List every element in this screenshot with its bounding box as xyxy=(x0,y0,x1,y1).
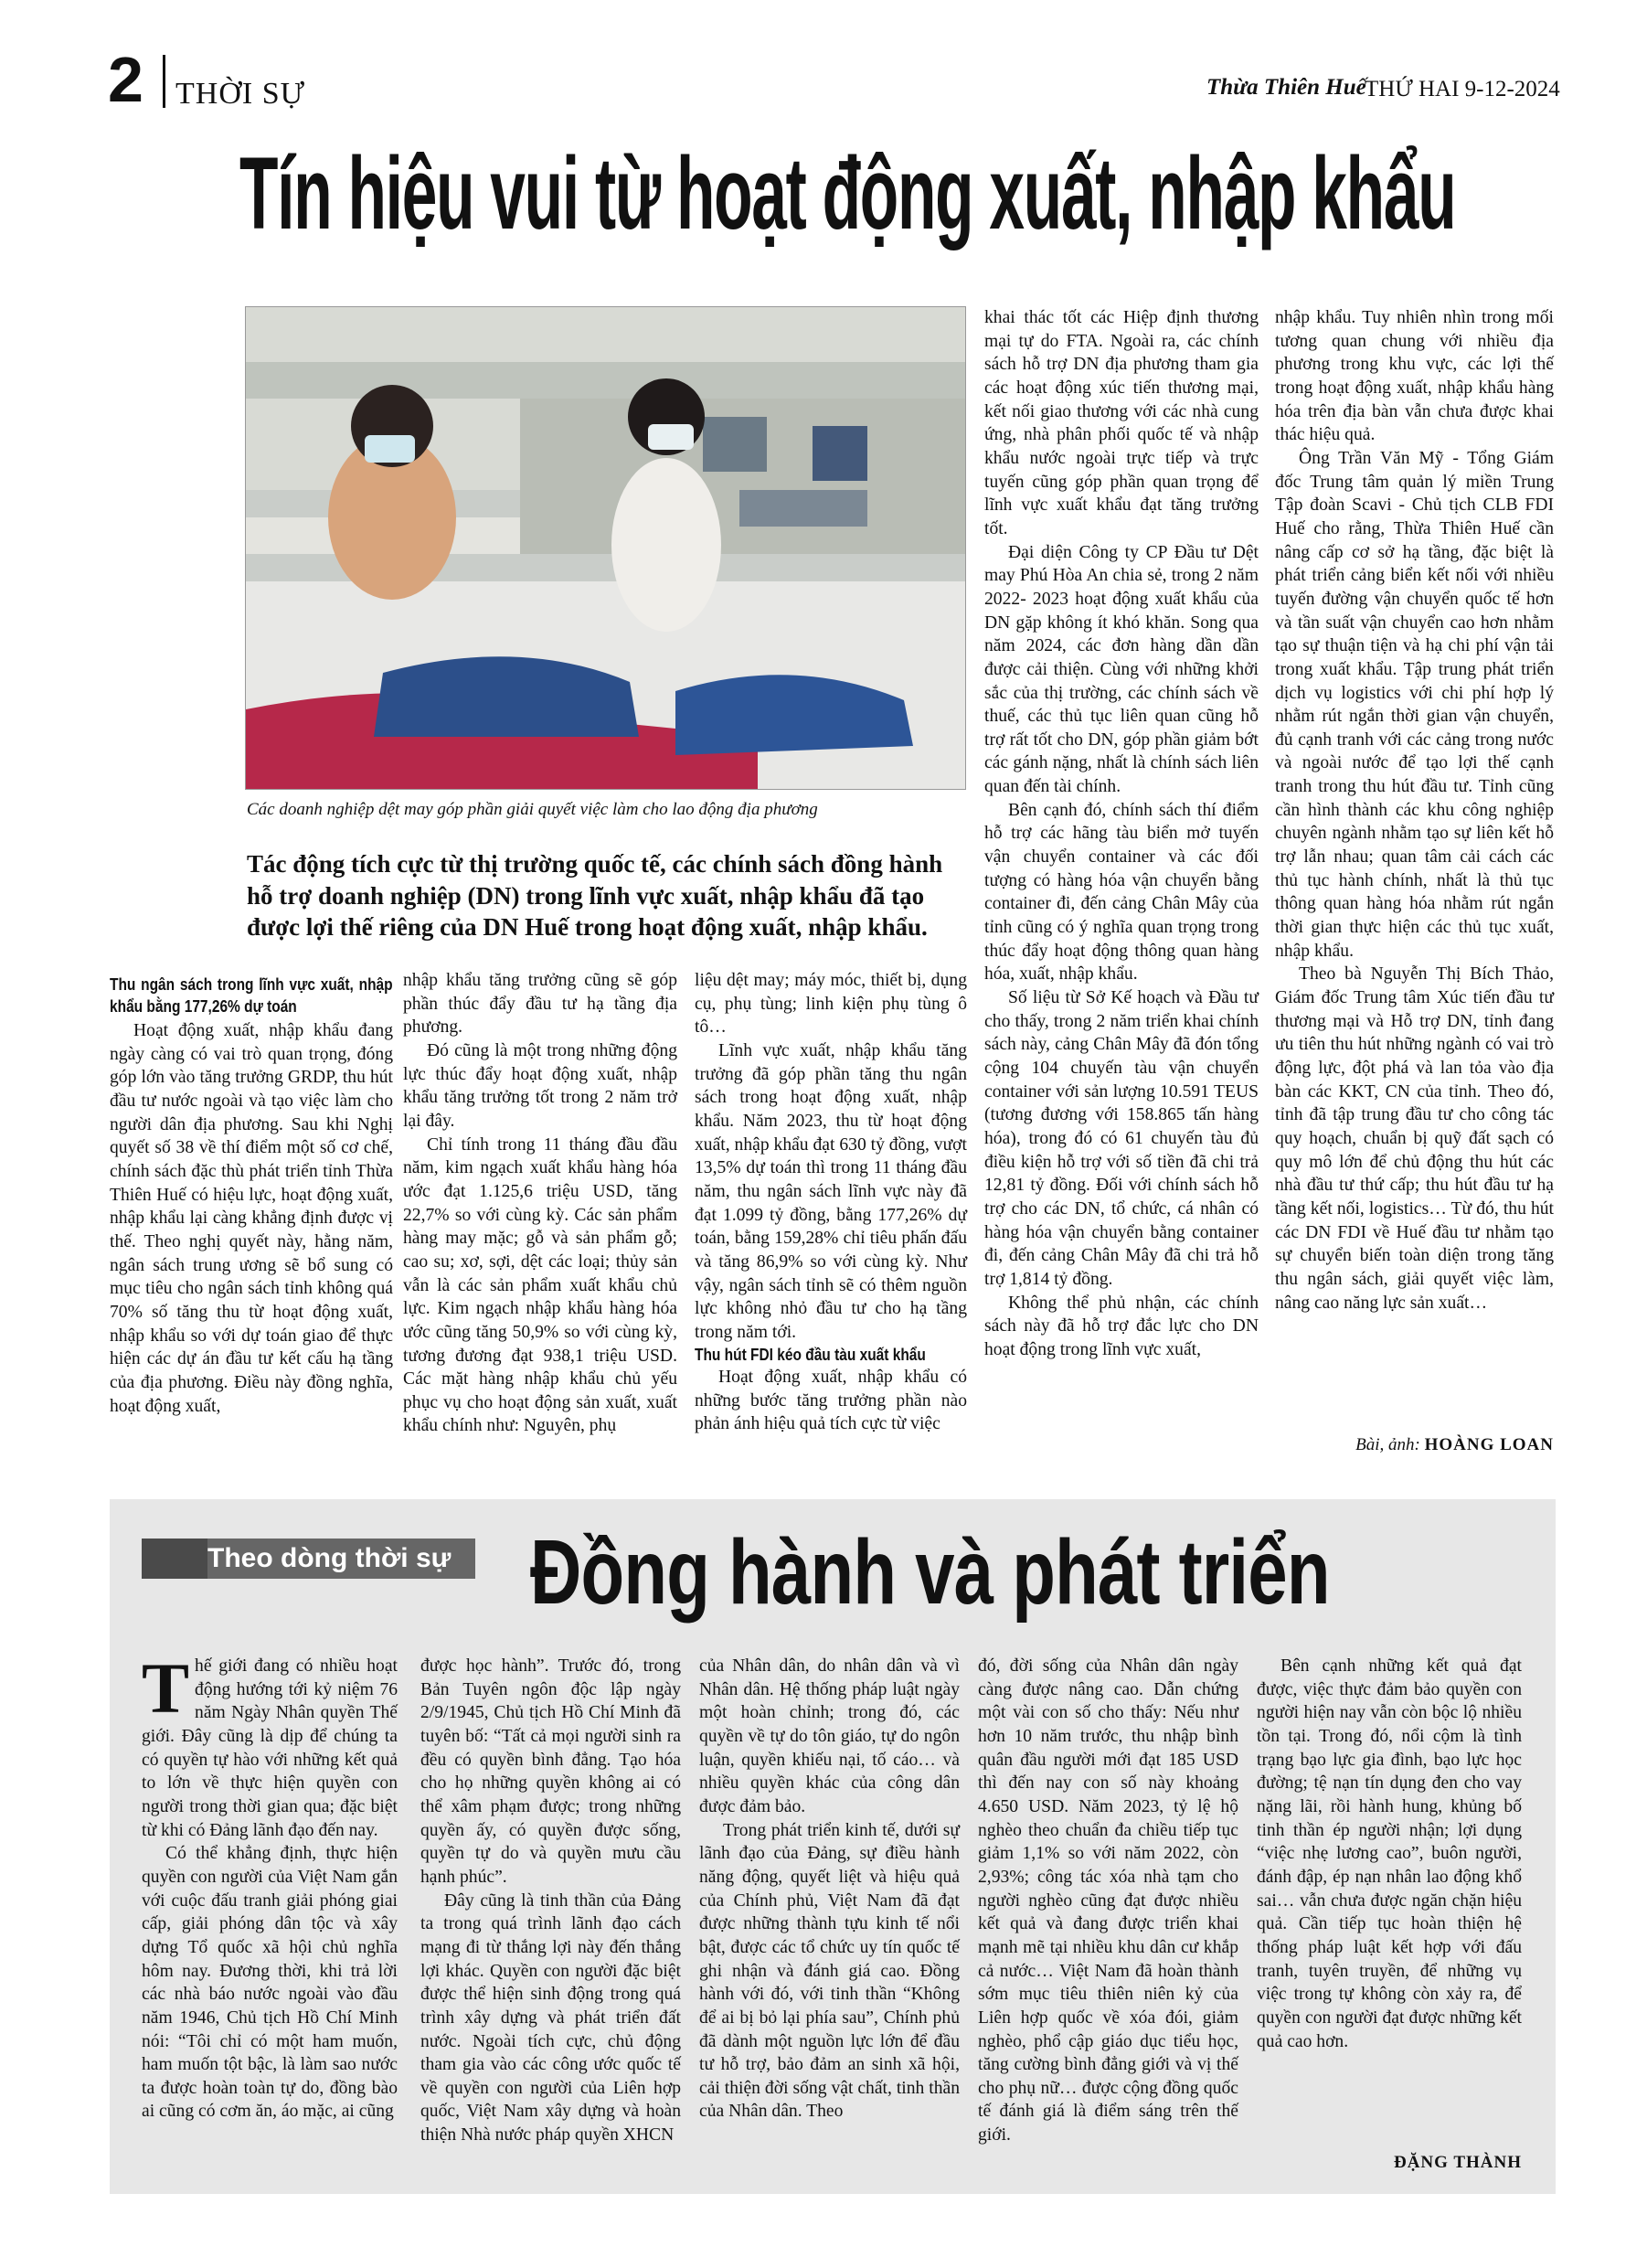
paragraph: Chỉ tính trong 11 tháng đầu đầu năm, kim ngạch xuất khẩu hàng hóa ước đạt 1.125,6 triệu USD, tăng 22,7% so với cùng kỳ. Các sản phẩm hàng may mặc; gỗ và sản phẩm gỗ; cao su; xơ, sợi, dệt các loại; thủy sản vẫn là các sản phẩm xuất khẩu chủ lực. Kim ngạch nhập khẩu hàng hóa ước cũng tăng 50,9% so với cùng kỳ, tương đương đạt 938,1 triệu USD. Các mặt hàng nhập khẩu chủ yếu phục vụ cho hoạt động sản xuất, xuất khẩu chính như: Nguyên, phụ xyxy=(403,1134,677,1436)
opinion-headline: Đồng hành và phát triển xyxy=(530,1521,1330,1624)
column-label-text: Theo dòng thời sự xyxy=(207,1543,452,1573)
newspaper-name: Thừa Thiên Huế xyxy=(1206,75,1366,100)
subheading: Thu hút FDI kéo đầu tàu xuất khẩu xyxy=(695,1345,926,1364)
paragraph: Đại diện Công ty CP Đầu tư Dệt may Phú Hòa An chia sẻ, trong 2 năm 2022- 2023 hoạt động xuất khẩu của DN gặp không ít khó khăn. Song qua năm 2024, các đơn hàng dần dần được cải thiện. Cùng với những khởi sắc của thị trường, các chính sách về thuế, các thủ tục liên quan cũng hỗ trợ rất tốt cho DN, góp phần giảm bớt các gánh nặng, nhất là chính sách liên quan đến tài chính. xyxy=(984,542,1259,797)
label-accent xyxy=(142,1539,207,1579)
article1-byline xyxy=(1353,1435,1554,1455)
page-number: 2 xyxy=(108,44,143,115)
paragraph: Đó cũng là một trong những động lực thúc đẩy hoạt động xuất, nhập khẩu tăng trưởng tốt trong 2 năm trở lại đây. xyxy=(403,1040,677,1131)
dropcap: T xyxy=(142,1648,190,1728)
article-headline: Tín hiệu vui từ hoạt động xuất, nhập khẩu xyxy=(239,136,1456,250)
paragraph: đó, đời sống của Nhân dân ngày càng được nâng cao. Dẫn chứng một vài con số cho thấy: Nếu như hơn 10 năm trước, thu nhập bình quân đầu người mới đạt 185 USD thì đến nay con số này khoảng 4.650 USD. Năm 2023, tỷ lệ hộ nghèo theo chuẩn đa chiều tiếp tục giảm 1,1% so với năm 2022, còn 2,93%; công tác xóa nhà tạm cho người nghèo cũng đạt được nhiều kết quả và đang được triển khai mạnh mẽ tại nhiều khu dân cư khắp cả nước… Việt Nam đã hoàn thành sớm mục tiêu thiên niên kỷ của Liên hợp quốc về xóa đói, giảm nghèo, phổ cập giáo dục tiểu học, tăng cường bình đẳng giới và vị thế cho phụ nữ… được cộng đồng quốc tế đánh giá là điểm sáng trên thế giới. xyxy=(978,1656,1238,2146)
paragraph: Hoạt động xuất, nhập khẩu đang ngày càng có vai trò quan trọng, đóng góp lớn vào tăng trưởng GRDP, thu hút đầu tư nước ngoài và tạo việc làm cho người dân địa phương. Sau khi Nghị quyết số 38 về thí điểm một số cơ chế, chính sách đặc thù phát triển tỉnh Thừa Thiên Huế có hiệu lực, hoạt động xuất, nhập khẩu lại càng khẳng định được vị thế. Theo nghị quyết này, hằng năm, ngân sách trung ương sẽ bổ sung có mục tiêu cho ngân sách tỉnh không quá 70% số tăng thu từ hoạt động xuất, nhập khẩu so với dự toán giao để thực hiện các dự án đầu tư kết cấu hạ tầng của địa phương. Điều này đồng nghĩa, hoạt động xuất, xyxy=(110,1021,393,1416)
paragraph: Ông Trần Văn Mỹ - Tổng Giám đốc Trung tâm quản lý miền Trung Tập đoàn Scavi - Chủ tịch CLB FDI Huế cho rằng, Thừa Thiên Huế cần nâng cấp cơ sở hạ tầng, đặc biệt là phát triển cảng biển kết nối với nhiều tuyến đường vận chuyển quốc tế hơn và tần suất vận chuyển cao hơn nhằm tạo sự thuận tiện và hạ chi phí vận tải trong xuất khẩu. Tập trung phát triển dịch vụ logistics với chi phí hợp lý nhằm rút ngắn thời gian vận chuyển, đủ cạnh tranh với các cảng trong nước và ngoài nước để tạo lợi thế cạnh tranh trong thu hút đầu tư. Tỉnh cũng cần hình thành các khu công nghiệp chuyên ngành nhằm tạo sự liên kết hỗ trợ lẫn nhau; quan tâm cải cách các thủ tục hành chính, nhất là thủ tục thông quan hàng hóa nhằm rút ngắn thời gian thực hiện các thủ tục xuất, nhập khẩu. xyxy=(1275,448,1554,961)
article-photo xyxy=(245,306,966,790)
paragraph-text: hế giới đang có nhiều hoạt động hướng tới kỷ niệm 76 năm Ngày Nhân quyền Thế giới. Đây cũng là dịp để chúng ta có quyền tự hào với những kết quả to lớn về thực hiện quyền con người trong thời gian qua; đặc biệt từ khi có Đảng lãnh đạo đến nay. xyxy=(142,1656,398,1840)
header-divider xyxy=(163,55,165,108)
paragraph: Trong phát triển kinh tế, dưới sự lãnh đạo của Đảng, sự điều hành năng động, quyết liệt và hiệu quả của Chính phủ, Việt Nam đã đạt được những thành tựu kinh tế nổi bật, được các tổ chức uy tín quốc tế ghi nhận và đánh giá cao. Đồng hành với đó, với tinh thần “Không để ai bị bỏ lại phía sau”, Chính phủ đã dành một nguồn lực lớn để đầu tư hỗ trợ, bảo đảm an sinh xã hội, cải thiện đời sống vật chất, tinh thần của Nhân dân. Theo xyxy=(699,1820,960,2122)
article1-column-5 xyxy=(1275,306,1554,1315)
paragraph: Không thể phủ nhận, các chính sách này đã hỗ trợ đắc lực cho DN hoạt động trong lĩnh vực xuất, xyxy=(984,1293,1259,1359)
paragraph: Theo bà Nguyễn Thị Bích Thảo, Giám đốc Trung tâm Xúc tiến đầu tư thương mại và Hỗ trợ DN, tỉnh đang ưu tiên thu hút những ngành có vai trò động lực, đột phá và lan tỏa vào địa bàn các KKT, CN của tỉnh. Theo đó, tỉnh đã tập trung đầu tư cho công tác quy hoạch, chuẩn bị quỹ đất sạch có quy mô lớn để chủ động thu hút các nhà đầu tư thứ cấp; thu hút đầu tư hạ tầng kết nối, logistics… Từ đó, thu hút các DN FDI về Huế đầu tư nhằm tạo sự chuyển biến toàn diện trong tăng thu ngân sách, giải quyết việc làm, nâng cao năng lực sản xuất… xyxy=(1275,964,1554,1313)
byline-label: Bài, ảnh: xyxy=(1355,1435,1420,1454)
paragraph: được học hành”. Trước đó, trong Bản Tuyên ngôn độc lập ngày 2/9/1945, Chủ tịch Hồ Chí Minh đã tuyên bố: “Tất cả mọi người sinh ra đều có quyền bình đẳng. Tạo hóa cho họ những quyền không ai có thể xâm phạm được; trong những quyền ấy, có quyền được sống, quyền tự do và quyền mưu cầu hạnh phúc”. xyxy=(420,1656,681,1887)
article1-column-2 xyxy=(403,969,677,1438)
column-label xyxy=(142,1539,475,1579)
article2-column-1 xyxy=(142,1648,398,2124)
paragraph: Lĩnh vực xuất, nhập khẩu tăng trưởng đã góp phần tăng thu ngân sách trong hoạt động xuất, nhập khẩu. Năm 2023, thu từ hoạt động xuất, nhập khẩu đạt 630 tỷ đồng, vượt 13,5% dự toán thì trong 11 tháng đầu năm, thu ngân sách lĩnh vực này đã đạt 1.099 tỷ đồng, bằng 177,26% dự toán, bằng 159,28% chỉ tiêu phấn đấu và tăng 86,9% so với cùng kỳ. Như vậy, ngân sách tỉnh sẽ có thêm nguồn lực không nhỏ đầu tư cho hạ tầng trong năm tới. xyxy=(695,1040,967,1342)
article2-column-3 xyxy=(699,1655,960,2124)
paragraph: Bên cạnh đó, chính sách thí điểm hỗ trợ các hãng tàu biển mở tuyến vận chuyển container và các đối tượng có hàng hóa vận chuyển bằng container đi, đến cảng Chân Mây của tỉnh cũng có ý nghĩa quan trọng trong thúc đẩy hoạt động thông quan hàng hóa, xuất, nhập khẩu. xyxy=(984,800,1259,985)
byline-author: HOÀNG LOAN xyxy=(1424,1435,1554,1454)
paragraph: Có thể khẳng định, thực hiện quyền con người của Việt Nam gắn với cuộc đấu tranh giải phóng giai cấp, giải phóng dân tộc và xây dựng Tổ quốc xã hội chủ nghĩa hôm nay. Đương thời, khi trả lời các nhà báo nước ngoài vào đầu năm 1946, Chủ tịch Hồ Chí Minh nói: “Tôi chỉ có một ham muốn, ham muốn tột bậc, là làm sao nước ta được hoàn toàn tự do, đồng bào ai cũng có cơm ăn, áo mặc, ai cũng xyxy=(142,1844,398,2122)
article1-column-3 xyxy=(695,969,967,1436)
subheading: Thu ngân sách trong lĩnh vực xuất, nhập khẩu bằng 177,26% dự toán xyxy=(110,975,393,1016)
article-lead: Tác động tích cực từ thị trường quốc tế, các chính sách đồng hành hỗ trợ doanh nghiệp (DN) trong lĩnh vực xuất, nhập khẩu đã tạo được lợi thế riêng của DN Huế trong hoạt động xuất, nhập khẩu. xyxy=(247,850,943,942)
paragraph: liệu dệt may; máy móc, thiết bị, dụng cụ, phụ tùng; linh kiện phụ tùng ô tô… xyxy=(695,971,967,1038)
paragraph: Hoạt động xuất, nhập khẩu có những bước tăng trưởng phần nào phản ánh hiệu quả tích cực từ việc xyxy=(695,1368,967,1434)
paragraph: Số liệu từ Sở Kế hoạch và Đầu tư cho thấy, trong 2 năm triển khai chính sách này, cảng Chân Mây đã đón tổng cộng 104 chuyến tàu vận chuyển container với sản lượng 10.591 TEUS (tương đương với 158.865 tấn hàng hóa), trong đó có 61 chuyến tàu đủ điều kiện hỗ trợ với số tiền đã chi trả 12,81 tỷ đồng. Đối với chính sách hỗ trợ cho các DN, tổ chức, cá nhân có hàng hóa vận chuyển bằng container đi, đến cảng Chân Mây đã chi trả hỗ trợ 1,814 tỷ đồng. xyxy=(984,988,1259,1289)
paragraph: nhập khẩu tăng trưởng cũng sẽ góp phần thúc đẩy đầu tư hạ tầng địa phương. xyxy=(403,971,677,1038)
paragraph: Đây cũng là tinh thần của Đảng ta trong quá trình lãnh đạo cách mạng đi từ thắng lợi này đến thắng lợi khác. Quyền con người đặc biệt được thể hiện sinh động trong quá trình xây dựng và phát triển đất nước. Ngoài tích cực, chủ động tham gia vào các công ước quốc tế về quyền con người của Liên hợp quốc, Việt Nam xây dựng và hoàn thiện Nhà nước pháp quyền XHCN xyxy=(420,1890,681,2146)
article2-column-2 xyxy=(420,1655,681,2147)
article2-column-4 xyxy=(978,1655,1238,2147)
paragraph: nhập khẩu. Tuy nhiên nhìn trong mối tương quan chung với nhiều địa phương trong khu vực, các lợi thế trong hoạt động xuất, nhập khẩu hàng hóa trên địa bàn vẫn chưa được khai thác hiệu quả. xyxy=(1275,308,1554,445)
photo-caption: Các doanh nghiệp dệt may góp phần giải quyết việc làm cho lao động địa phương xyxy=(247,800,818,819)
article2-column-5 xyxy=(1257,1655,1522,2053)
paragraph: của Nhân dân, do nhân dân và vì Nhân dân. Hệ thống pháp luật ngày một hoàn chỉnh; trong đó, các quyền về tự do tôn giáo, tự do ngôn luận, quyền khiếu nại, tố cáo… và nhiều quyền khác của công dân được đảm bảo. xyxy=(699,1656,960,1816)
paragraph: Bên cạnh những kết quả đạt được, việc thực đảm bảo quyền con người hiện nay vẫn còn bộc lộ nhiều tồn tại. Trong đó, nổi cộm là tình trạng bạo lực gia đình, bạo lực học đường; tệ nạn tín dụng đen cho vay nặng lãi, rồi hành hung, khủng bố tinh thần ép người nhận; lợi dụng “việc nhẹ lương cao”, buôn người, đánh đập, ép nạn nhân lao động khổ sai… vẫn chưa được ngăn chặn hiệu quả. Cần tiếp tục hoàn thiện hệ thống pháp luật kết hợp với đấu tranh, tuyên truyền, để những vụ việc trong tự không còn xảy ra, để quyền con người đạt được những kết quả cao hơn. xyxy=(1257,1656,1522,2051)
section-title: THỜI SỰ xyxy=(175,77,305,111)
paragraph: khai thác tốt các Hiệp định thương mại tự do FTA. Ngoài ra, các chính sách hỗ trợ DN địa phương tham gia các hoạt động xúc tiến thương mại, kết nối giao thương với các nhà cung ứng, nhà phân phối quốc tế và nhập khẩu nước ngoài trực tiếp và trực tuyến cũng góp phần quan trọng để lĩnh vực xuất khẩu đạt tăng trưởng tốt. xyxy=(984,308,1259,538)
garment-factory-photo xyxy=(246,307,965,789)
article2-byline: ĐẶNG THÀNH xyxy=(1393,2153,1522,2172)
paragraph xyxy=(142,1648,398,1842)
article1-column-1 xyxy=(110,969,393,1418)
article1-column-4 xyxy=(984,306,1259,1362)
issue-date: THỨ HAI 9-12-2024 xyxy=(1365,77,1560,101)
